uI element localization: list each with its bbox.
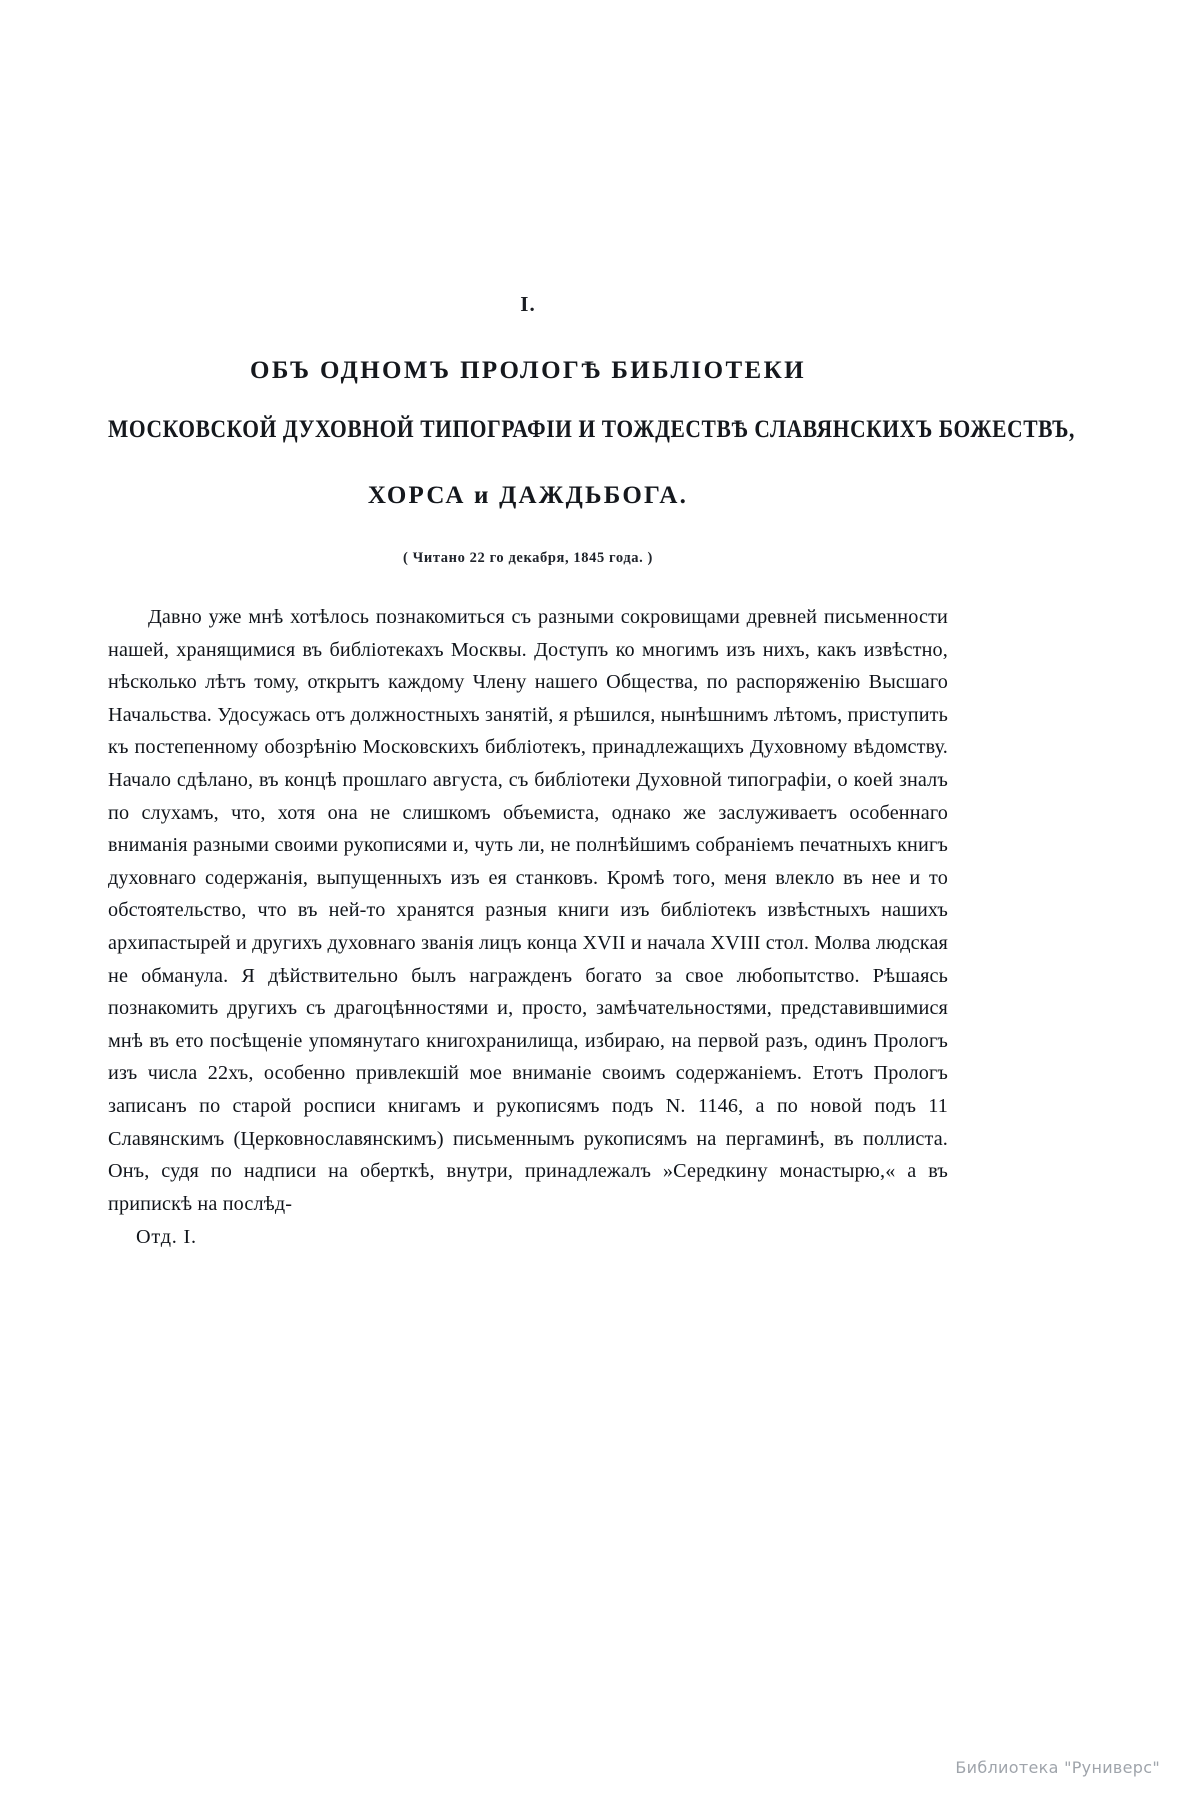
page-title-line-2: МОСКОВСКОЙ ДУХОВНОЙ ТИПОГРАФIИ И ТОЖДЕСТВѢ СЛАВЯНСКИХЪ БОЖЕСТВЪ, xyxy=(108,414,1076,444)
body-paragraph xyxy=(108,601,948,1220)
page-title-line-1: ОБЪ ОДНОМЪ ПРОЛОГѢ БИБЛIОТЕКИ xyxy=(250,357,806,384)
watermark: Библиотека "Руниверс" xyxy=(955,1758,1160,1777)
section-number: I. xyxy=(520,292,536,316)
page-title-line-3: ХОРСА и ДАЖДЬБОГА. xyxy=(367,482,689,509)
body-text-content: Давно уже мнѣ хотѣлось познакомиться съ разными сокровищами древней письменности нашей, хранящимися въ библiотекахъ Москвы. Доступъ ко многимъ изъ нихъ, какъ извѣстно, нѣсколько лѣтъ тому, открытъ каждому Члену нашего Общества, по распоряженiю Высшаго Начальства. Удосужась отъ должностныхъ занятiй, я рѣшился, нынѣшнимъ лѣтомъ, приступить къ постепенному обозрѣнiю Московскихъ библiотекъ, принадлежащихъ Духовному вѣдомству. Начало сдѣлано, въ концѣ прошлаго августа, съ библiотеки Духовной типографiи, о коей зналъ по слухамъ, что, хотя она не слишкомъ объемиста, однако же заслуживаетъ особеннаго вниманiя разными своими рукописями и, чуть ли, не полнѣйшимъ собранiемъ печатныхъ книгъ духовнаго содержанiя, выпущенныхъ изъ ея станковъ. Кромѣ того, меня влекло въ нее и то обстоятельство, что въ ней-то хранятся разныя книги изъ библiотекъ извѣстныхъ нашихъ архипастырей и другихъ духовнаго званiя лицъ конца XVII и начала XVIII стол. Молва людская не обманула. Я дѣйствительно былъ награжденъ богато за свое любопытство. Рѣшаясь познакомить другихъ съ драгоцѣнностями и, просто, замѣчательностями, представившимися мнѣ въ ето посѣщенiе упомянутаго книгохранилища, избираю, на первой разъ, одинъ Прологъ изъ числа 22хъ, особенно привлекшiй мое вниманiе своимъ содержанiемъ. Етотъ Прологъ записанъ по старой росписи книгамъ и рукописямъ подъ N. 1146, а по новой подъ 11 Славянскимъ (Церковнославянскимъ) письменнымъ рукописямъ на пергаминѣ, въ поллиста. Онъ, судя по надписи на оберткѣ, внутри, принадлежалъ »Середкину монастырю,« а въ припискѣ на послѣд- xyxy=(108,606,949,1215)
reading-date-note: ( Читано 22 го декабря, 1845 года. ) xyxy=(403,550,653,566)
footer-signature: Отд. I. xyxy=(136,1226,197,1249)
title-block xyxy=(108,357,1076,510)
page-content xyxy=(108,0,1076,1249)
